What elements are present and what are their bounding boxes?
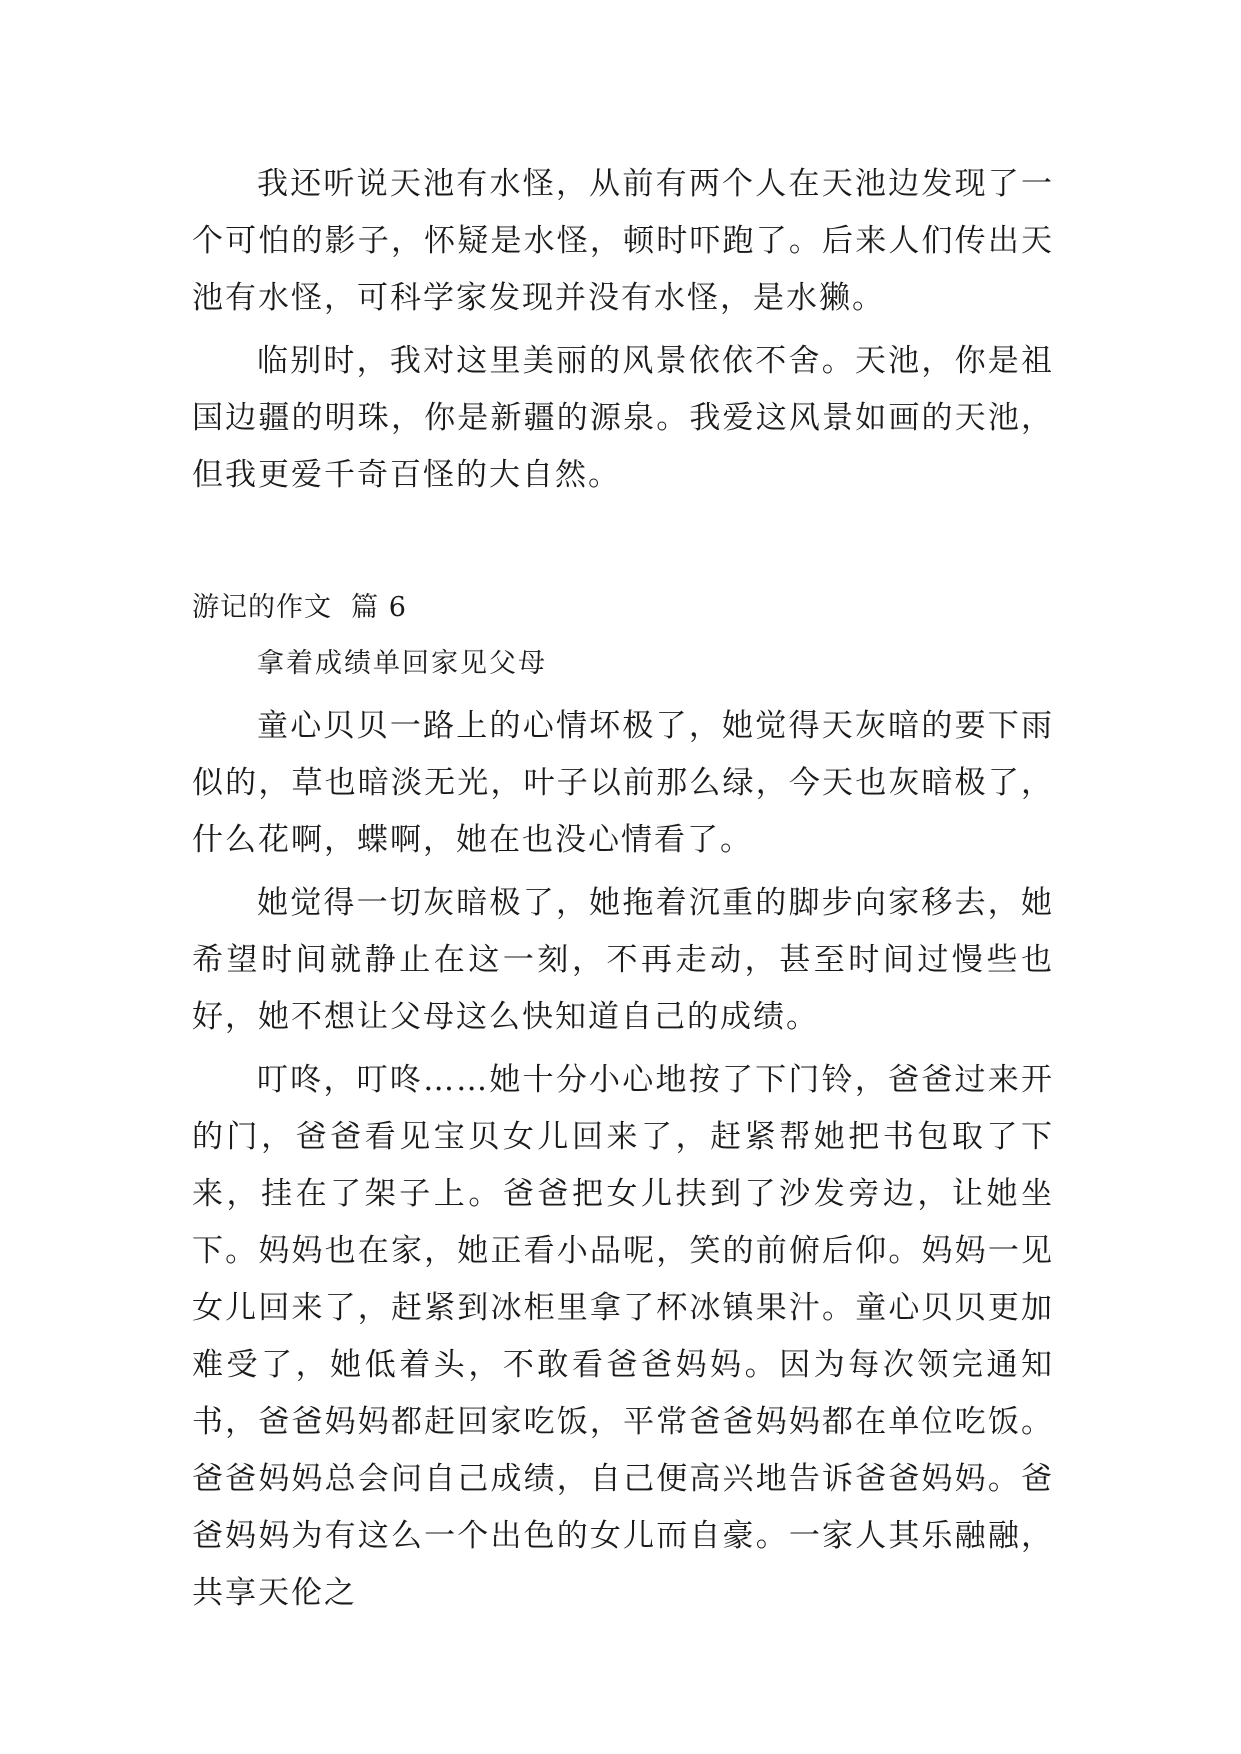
paragraph-water-monster: 我还听说天池有水怪，从前有两个人在天池边发现了一个可怕的影子，怀疑是水怪，顿时吓跑了。后来人们传出天池有水怪，可科学家发现并没有水怪，是水獭。 <box>192 166 1054 316</box>
essay-title: 拿着成绩单回家见父母 <box>257 648 547 679</box>
paragraph-walk-home: 童心贝贝一路上的心情坏极了，她觉得天灰暗的要下雨似的，草也暗淡无光，叶子以前那么绿，今天也灰暗极了，什么花啊，蝶啊，她在也没心情看了。 <box>192 708 1054 858</box>
paragraph-farewell: 临别时，我对这里美丽的风景依依不舍。天池，你是祖国边疆的明珠，你是新疆的源泉。我爱这风景如画的天池，但我更爱千奇百怪的大自然。 <box>192 343 1054 493</box>
title-spacer <box>192 684 1054 698</box>
document-body <box>192 156 1054 1622</box>
heading-spacer <box>192 628 1054 644</box>
paragraph-doorbell: 叮咚，叮咚……她十分小心地按了下门铃，爸爸过来开的门，爸爸看见宝贝女儿回来了，赶紧帮她把书包取了下来，挂在了架子上。爸爸把女儿扶到了沙发旁边，让她坐下。妈妈也在家，她正看小品呢，笑的前俯后仰。妈妈一见女儿回来了，赶紧到冰柜里拿了杯冰镇果汁。童心贝贝更加难受了，她低着头，不敢看爸爸妈妈。因为每次领完通知书，爸爸妈妈都赶回家吃饭，平常爸爸妈妈都在单位吃饭。爸爸妈妈总会问自己成绩，自己便高兴地告诉爸爸妈妈。爸爸妈妈为有这么一个出色的女儿而自豪。一家人其乐融融，共享天伦之 <box>192 1062 1054 1611</box>
paragraph-heavy-steps: 她觉得一切灰暗极了，她拖着沉重的脚步向家移去，她希望时间就静止在这一刻，不再走动，甚至时间过慢些也好，她不想让父母这么快知道自己的成绩。 <box>192 885 1054 1035</box>
section-heading: 游记的作文 篇 6 <box>192 592 407 623</box>
section-spacer <box>192 504 1054 588</box>
